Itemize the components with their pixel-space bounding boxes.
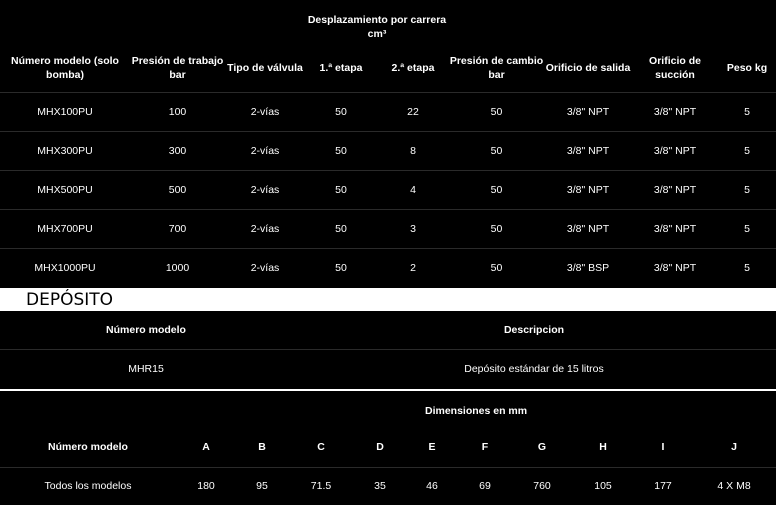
table-cell: 105 bbox=[572, 467, 634, 505]
table-cell: 50 bbox=[449, 248, 544, 287]
table-cell: 180 bbox=[176, 467, 236, 505]
dimension-column-header: A bbox=[202, 440, 210, 453]
table-cell: 2 bbox=[377, 248, 449, 287]
model-header: Número modelo (solo bomba) bbox=[11, 54, 119, 81]
dimension-column-header: G bbox=[537, 440, 547, 453]
outlet-header: Orificio de salida bbox=[545, 61, 631, 74]
table-cell: 50 bbox=[305, 209, 377, 248]
table-cell: MHX1000PU bbox=[0, 248, 130, 287]
stage1-header: 1.ª etapa bbox=[319, 61, 363, 74]
table-cell: 5 bbox=[718, 209, 776, 248]
table-cell: 50 bbox=[449, 92, 544, 131]
dimensions-group-header: Dimensiones en mm bbox=[424, 405, 528, 417]
table-cell: 5 bbox=[718, 248, 776, 287]
table-cell: 22 bbox=[377, 92, 449, 131]
table-cell: 50 bbox=[449, 170, 544, 209]
table-row bbox=[0, 92, 776, 131]
table-cell: 3/8" NPT bbox=[632, 209, 718, 248]
table-cell: 500 bbox=[130, 170, 225, 209]
table-cell: 100 bbox=[130, 92, 225, 131]
table-cell: MHX100PU bbox=[0, 92, 130, 131]
deposit-table bbox=[0, 311, 776, 388]
table-cell: 2-vías bbox=[225, 131, 305, 170]
table-cell: 2-vías bbox=[225, 209, 305, 248]
table-cell: Depósito estándar de 15 litros bbox=[292, 349, 776, 388]
pumps-table-body bbox=[0, 92, 776, 287]
table-cell: 300 bbox=[130, 131, 225, 170]
table-cell: MHX300PU bbox=[0, 131, 130, 170]
table-cell: 3/8" NPT bbox=[632, 170, 718, 209]
table-cell: 2-vías bbox=[225, 92, 305, 131]
table-cell: 3/8" NPT bbox=[544, 170, 632, 209]
table-cell: 5 bbox=[718, 92, 776, 131]
table-cell: 700 bbox=[130, 209, 225, 248]
table-cell: MHX500PU bbox=[0, 170, 130, 209]
table-cell: Todos los modelos bbox=[0, 467, 176, 505]
table-cell: MHR15 bbox=[0, 349, 292, 388]
dimension-column-header: B bbox=[258, 440, 266, 453]
table-row bbox=[0, 131, 776, 170]
dimension-column-header: I bbox=[661, 440, 665, 453]
table-cell: 35 bbox=[354, 467, 406, 505]
table-cell: 4 X M8 bbox=[692, 467, 776, 505]
table-cell: 50 bbox=[449, 209, 544, 248]
table-cell: 50 bbox=[305, 170, 377, 209]
section-title: DEPÓSITO bbox=[26, 290, 114, 310]
dimension-column-header: C bbox=[317, 440, 325, 453]
table-row bbox=[0, 209, 776, 248]
dimension-column-header: E bbox=[428, 440, 436, 453]
table-cell: 50 bbox=[305, 92, 377, 131]
dimensions-table bbox=[0, 391, 776, 505]
table-cell: 3/8" NPT bbox=[544, 92, 632, 131]
table-cell: 69 bbox=[458, 467, 512, 505]
valve-header: Tipo de válvula bbox=[227, 61, 303, 74]
table-row bbox=[0, 349, 776, 388]
table-cell: 50 bbox=[305, 131, 377, 170]
table-cell: 3/8" NPT bbox=[544, 209, 632, 248]
table-cell: MHX700PU bbox=[0, 209, 130, 248]
displacement-header: Desplazamiento por carrera cm³ bbox=[307, 14, 447, 40]
table-cell: 3/8" NPT bbox=[632, 131, 718, 170]
stage2-header: 2.ª etapa bbox=[391, 61, 435, 74]
dimensions-table-body bbox=[0, 467, 776, 505]
deposit-model-header: Número modelo bbox=[106, 323, 186, 336]
dimensions-table-block bbox=[0, 391, 776, 505]
table-cell: 2-vías bbox=[225, 170, 305, 209]
table-cell: 3/8" NPT bbox=[544, 131, 632, 170]
table-cell: 4 bbox=[377, 170, 449, 209]
weight-header: Peso kg bbox=[726, 61, 768, 74]
table-cell: 71.5 bbox=[288, 467, 354, 505]
deposit-table-block bbox=[0, 311, 776, 389]
dimension-column-header: H bbox=[599, 440, 607, 453]
dimension-column-header: F bbox=[481, 440, 489, 453]
table-cell: 5 bbox=[718, 170, 776, 209]
table-cell: 3/8" NPT bbox=[632, 248, 718, 287]
table-cell: 95 bbox=[236, 467, 288, 505]
change-pressure-header: Presión de cambio bar bbox=[449, 54, 544, 81]
deposit-table-body bbox=[0, 349, 776, 388]
table-cell: 3/8" NPT bbox=[632, 92, 718, 131]
table-row bbox=[0, 248, 776, 287]
table-row bbox=[0, 467, 776, 505]
table-cell: 3 bbox=[377, 209, 449, 248]
table-cell: 3/8" BSP bbox=[544, 248, 632, 287]
table-cell: 50 bbox=[449, 131, 544, 170]
table-cell: 8 bbox=[377, 131, 449, 170]
deposit-description-header: Descripcion bbox=[503, 323, 565, 336]
table-cell: 1000 bbox=[130, 248, 225, 287]
dimension-column-header: J bbox=[731, 440, 737, 453]
table-cell: 46 bbox=[406, 467, 458, 505]
pressure-header: Presión de trabajo bar bbox=[131, 54, 224, 81]
table-cell: 177 bbox=[634, 467, 692, 505]
table-cell: 50 bbox=[305, 248, 377, 287]
dimension-column-header: D bbox=[376, 440, 384, 453]
table-row bbox=[0, 170, 776, 209]
table-cell: 5 bbox=[718, 131, 776, 170]
suction-header: Orificio de succión bbox=[649, 54, 701, 81]
dimensions-model-header: Número modelo bbox=[48, 440, 128, 453]
table-cell: 760 bbox=[512, 467, 572, 505]
table-cell: 2-vías bbox=[225, 248, 305, 287]
